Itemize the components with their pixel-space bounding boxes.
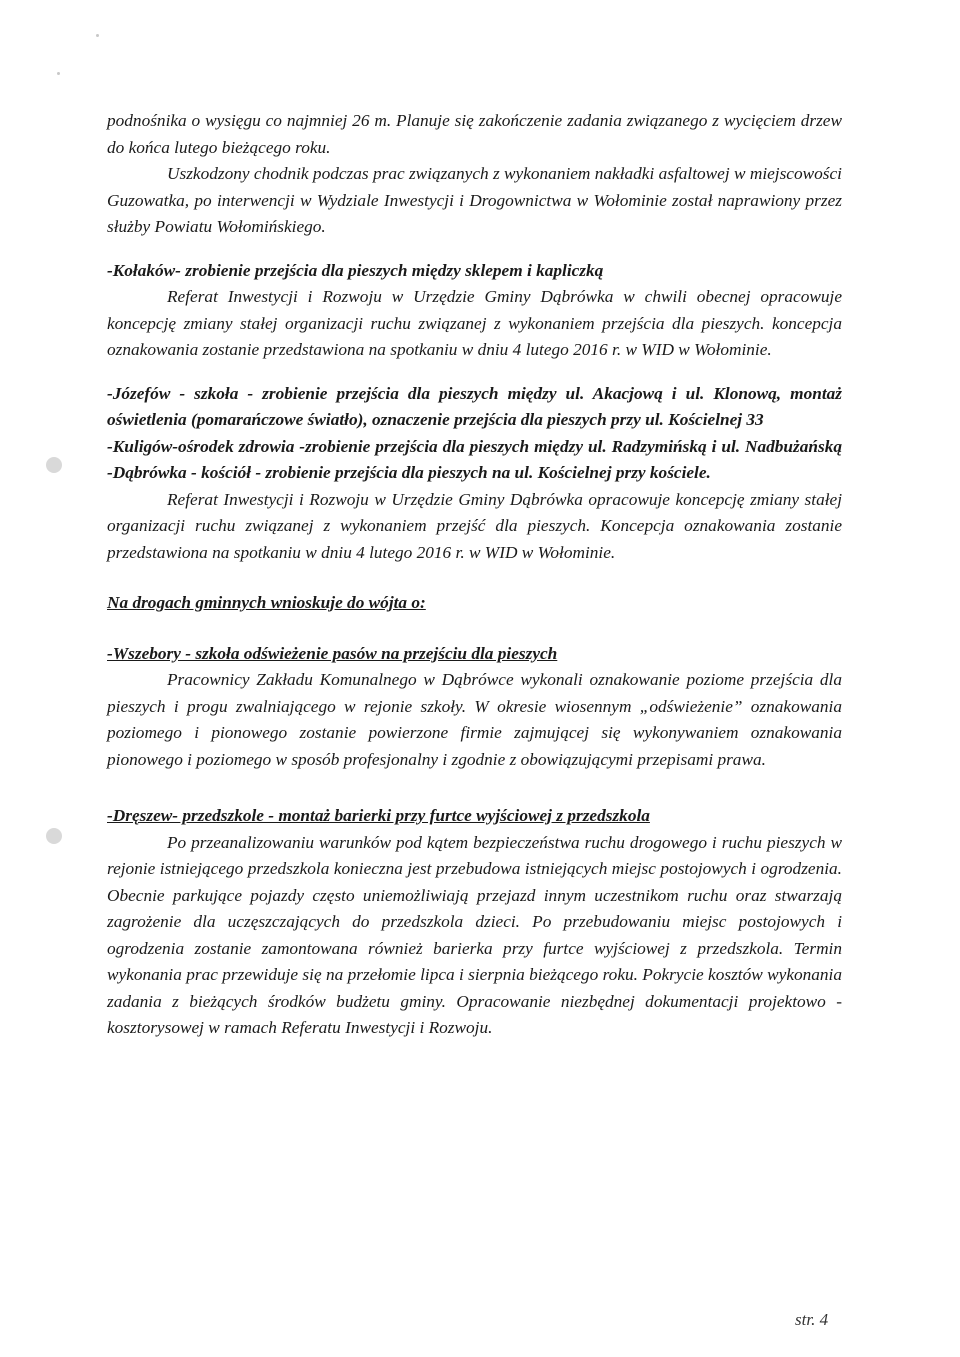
- heading-dreszew: [107, 803, 842, 830]
- heading-kuligow: -Kuligów-ośrodek zdrowia -zrobienie przejścia dla pieszych między ul. Radzymińską i ul. Nadbużańską -Dąbrówka - kościół - zrobienie przejścia dla pieszych na ul. Kościelnej przy kościele.: [107, 436, 842, 482]
- paragraph-wszebory: Pracownicy Zakładu Komunalnego w Dąbrówce wykonali oznakowanie poziome przejścia dla pieszych i progu zwalniającego w rejonie szkoły. W okresie wiosennym „odświeżenie” oznakowania poziomego i pionowego zostanie powierzone firmie zajmującej się wykonywaniem oznakowania pionowego i poziomego w sposób profesjonalny i zgodnie z obowiązującymi przepisami prawa.: [107, 670, 842, 769]
- paragraph-tree-cutting-end: podnośnika o wysięgu co najmniej 26 m. Planuje się zakończenie zadania związanego z wycięciem drzew do końca lutego bieżącego roku.: [107, 111, 842, 157]
- paragraph-kolakow: Referat Inwestycji i Rozwoju w Urzędzie Gminy Dąbrówka w chwili obecnej opracowuje koncepcję zmiany stałej organizacji ruchu związanej z wykonaniem przejścia dla pieszych. koncepcja oznakowania zostanie przedstawiona na spotkaniu w dniu 4 lutego 2016 r. w WID w Wołominie.: [107, 287, 842, 359]
- heading-municipal-roads: Na drogach gminnych wnioskuje do wójta o:: [107, 593, 426, 612]
- scan-speck: [57, 72, 60, 75]
- heading-wszebory-text: -Wszebory - szkoła odświeżenie pasów na przejściu dla pieszych: [107, 643, 558, 663]
- paragraph-crossings-concept: Referat Inwestycji i Rozwoju w Urzędzie Gminy Dąbrówka opracowuje koncepcję zmiany stałej organizacji ruchu związanej z wykonaniem przejść dla pieszych. Koncepcja oznakowania zostanie przedstawiona na spotkaniu w dniu 4 lutego 2016 r. w WID w Wołominie.: [107, 489, 842, 562]
- paragraph-guzowatka-sidewalk: Uszkodzony chodnik podczas prac związanych z wykonaniem nakładki asfaltowej w miejscowości Guzowatka, po interwencji w Wydziale Inwestycji i Drogownictwa w Wołominie został naprawiony przez służby Powiatu Wołomińskiego.: [107, 164, 842, 236]
- punch-hole: [46, 457, 62, 473]
- heading-wszebory: [107, 641, 842, 668]
- scan-speck: [96, 34, 99, 37]
- heading-dreszew-text: -Dręszew- przedszkole - montaż barierki przy furtce wyjściowej z przedszkola: [107, 806, 650, 825]
- heading-jozefow: -Józefów - szkoła - zrobienie przejścia dla pieszych między ul. Akacjową i ul. Klonową, montaż oświetlenia (pomarańczowe światło), oznaczenie przejścia dla pieszych przy ul. Kościelnej 33: [107, 383, 842, 429]
- heading-kolakow: -Kołaków- zrobienie przejścia dla pieszych między sklepem i kapliczką: [107, 260, 604, 280]
- paragraph-dreszew: Po przeanalizowaniu warunków pod kątem bezpieczeństwa ruchu drogowego i ruchu pieszych w rejonie istniejącego przedszkola konieczna jest przebudowa istniejących miejsc postojowych i ogrodzenia. Obecnie parkujące pojazdy często uniemożliwiają przejazd innym uczestnikom ruchu oraz stwarzają zagrożenie dla uczęszczających do przedszkola dzieci. Po przebudowaniu miejsc postojowych i ogrodzenia zostanie zamontowana również barierka przy furtce wyjściowej z przedszkola. Termin wykonania prac przewiduje się na przełomie lipca i sierpnia bieżącego roku. Pokrycie kosztów wykonania zadania z bieżących środków budżetu gminy. Opracowanie niezbędnej dokumentacji projektowo - kosztorysowej w ramach Referatu Inwestycji i Rozwoju.: [107, 832, 842, 1037]
- page-number: str. 4: [795, 1310, 829, 1329]
- punch-hole: [46, 828, 62, 844]
- document-body: [107, 108, 842, 1042]
